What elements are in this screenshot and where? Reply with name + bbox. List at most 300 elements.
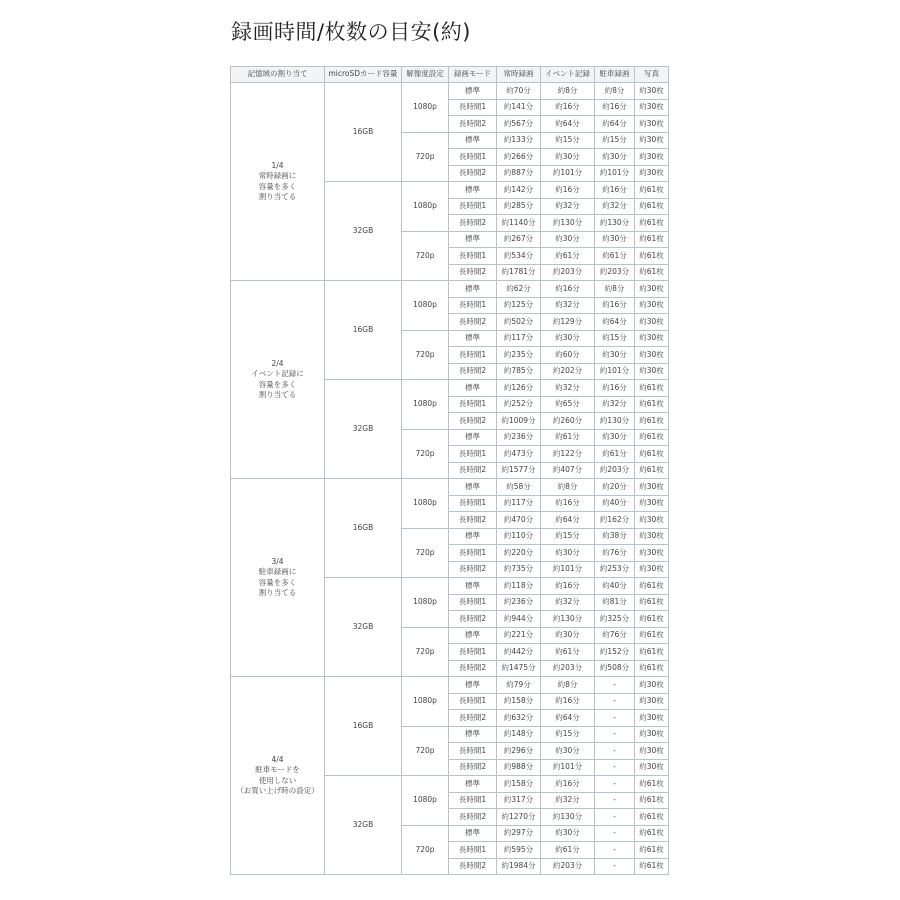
- allocation-cell: [231, 677, 325, 875]
- photo-cell: 約61枚: [635, 446, 669, 463]
- photo-cell: 約30枚: [635, 330, 669, 347]
- event-cell: 約61分: [541, 842, 595, 859]
- mode-cell: 長時間1: [449, 99, 497, 116]
- event-cell: 約30分: [541, 825, 595, 842]
- photo-cell: 約61枚: [635, 396, 669, 413]
- mode-cell: 長時間2: [449, 314, 497, 331]
- mode-cell: 標準: [449, 330, 497, 347]
- parking-cell: 約162分: [595, 512, 635, 529]
- allocation-cell: [231, 479, 325, 677]
- mode-cell: 標準: [449, 825, 497, 842]
- event-cell: 約101分: [541, 561, 595, 578]
- event-cell: 約203分: [541, 858, 595, 875]
- continuous-cell: 約118分: [497, 578, 541, 595]
- mode-cell: 標準: [449, 528, 497, 545]
- mode-cell: 長時間1: [449, 347, 497, 364]
- continuous-cell: 約296分: [497, 743, 541, 760]
- allocation-cell: [231, 83, 325, 281]
- event-cell: 約32分: [541, 380, 595, 397]
- parking-cell: 約8分: [595, 83, 635, 100]
- continuous-cell: 約126分: [497, 380, 541, 397]
- parking-cell: -: [595, 743, 635, 760]
- photo-cell: 約61枚: [635, 264, 669, 281]
- capacity-cell: 16GB: [325, 281, 402, 380]
- mode-cell: 長時間2: [449, 413, 497, 430]
- photo-cell: 約30枚: [635, 165, 669, 182]
- event-cell: 約32分: [541, 594, 595, 611]
- header-sd-capacity: microSDカード容量: [325, 67, 402, 83]
- parking-cell: 約30分: [595, 347, 635, 364]
- continuous-cell: 約158分: [497, 693, 541, 710]
- parking-cell: 約32分: [595, 198, 635, 215]
- parking-cell: 約30分: [595, 231, 635, 248]
- photo-cell: 約30枚: [635, 677, 669, 694]
- continuous-cell: 約221分: [497, 627, 541, 644]
- mode-cell: 長時間2: [449, 710, 497, 727]
- photo-cell: 約61枚: [635, 429, 669, 446]
- continuous-cell: 約988分: [497, 759, 541, 776]
- photo-cell: 約30枚: [635, 99, 669, 116]
- event-cell: 約32分: [541, 792, 595, 809]
- table-row: [231, 83, 669, 100]
- event-cell: 約64分: [541, 710, 595, 727]
- allocation-line: 1/4: [271, 161, 284, 171]
- event-cell: 約61分: [541, 644, 595, 661]
- photo-cell: 約61枚: [635, 627, 669, 644]
- mode-cell: 長時間2: [449, 462, 497, 479]
- photo-cell: 約30枚: [635, 149, 669, 166]
- parking-cell: 約101分: [595, 165, 635, 182]
- photo-cell: 約30枚: [635, 83, 669, 100]
- allocation-line: 容量を多く: [258, 181, 297, 191]
- photo-cell: 約61枚: [635, 182, 669, 199]
- capacity-cell: 32GB: [325, 776, 402, 875]
- mode-cell: 長時間1: [449, 594, 497, 611]
- mode-cell: 長時間1: [449, 198, 497, 215]
- mode-cell: 標準: [449, 677, 497, 694]
- mode-cell: 長時間2: [449, 363, 497, 380]
- allocation-line: イベント記録に: [251, 369, 304, 379]
- photo-cell: 約61枚: [635, 660, 669, 677]
- mode-cell: 標準: [449, 182, 497, 199]
- continuous-cell: 約470分: [497, 512, 541, 529]
- parking-cell: 約40分: [595, 495, 635, 512]
- event-cell: 約15分: [541, 528, 595, 545]
- parking-cell: -: [595, 693, 635, 710]
- event-cell: 約260分: [541, 413, 595, 430]
- event-cell: 約15分: [541, 726, 595, 743]
- event-cell: 約8分: [541, 83, 595, 100]
- event-cell: 約30分: [541, 743, 595, 760]
- mode-cell: 標準: [449, 231, 497, 248]
- parking-cell: -: [595, 710, 635, 727]
- header-continuous: 常時録画: [497, 67, 541, 83]
- event-cell: 約16分: [541, 693, 595, 710]
- parking-cell: 約20分: [595, 479, 635, 496]
- parking-cell: 約40分: [595, 578, 635, 595]
- continuous-cell: 約1984分: [497, 858, 541, 875]
- photo-cell: 約61枚: [635, 198, 669, 215]
- parking-cell: 約253分: [595, 561, 635, 578]
- event-cell: 約130分: [541, 611, 595, 628]
- photo-cell: 約30枚: [635, 693, 669, 710]
- photo-cell: 約61枚: [635, 413, 669, 430]
- continuous-cell: 約236分: [497, 594, 541, 611]
- continuous-cell: 約267分: [497, 231, 541, 248]
- event-cell: 約15分: [541, 132, 595, 149]
- header-parking: 駐車録画: [595, 67, 635, 83]
- allocation-line: 4/4: [271, 755, 284, 765]
- parking-cell: 約76分: [595, 545, 635, 562]
- photo-cell: 約30枚: [635, 759, 669, 776]
- mode-cell: 標準: [449, 578, 497, 595]
- photo-cell: 約61枚: [635, 594, 669, 611]
- event-cell: 約65分: [541, 396, 595, 413]
- photo-cell: 約30枚: [635, 726, 669, 743]
- mode-cell: 長時間1: [449, 297, 497, 314]
- continuous-cell: 約317分: [497, 792, 541, 809]
- header-photo: 写真: [635, 67, 669, 83]
- continuous-cell: 約158分: [497, 776, 541, 793]
- photo-cell: 約30枚: [635, 545, 669, 562]
- resolution-cell: 1080p: [402, 182, 449, 232]
- parking-cell: 約30分: [595, 429, 635, 446]
- continuous-cell: 約1475分: [497, 660, 541, 677]
- capacity-cell: 32GB: [325, 182, 402, 281]
- continuous-cell: 約79分: [497, 677, 541, 694]
- mode-cell: 長時間1: [449, 396, 497, 413]
- parking-cell: 約15分: [595, 330, 635, 347]
- resolution-cell: 720p: [402, 330, 449, 380]
- parking-cell: 約8分: [595, 281, 635, 298]
- event-cell: 約16分: [541, 495, 595, 512]
- continuous-cell: 約632分: [497, 710, 541, 727]
- resolution-cell: 720p: [402, 528, 449, 578]
- mode-cell: 長時間2: [449, 759, 497, 776]
- photo-cell: 約30枚: [635, 347, 669, 364]
- continuous-cell: 約58分: [497, 479, 541, 496]
- parking-cell: -: [595, 776, 635, 793]
- resolution-cell: 720p: [402, 132, 449, 182]
- allocation-line: 常時録画に: [258, 171, 297, 181]
- parking-cell: 約16分: [595, 380, 635, 397]
- parking-cell: 約508分: [595, 660, 635, 677]
- photo-cell: 約61枚: [635, 809, 669, 826]
- continuous-cell: 約473分: [497, 446, 541, 463]
- photo-cell: 約61枚: [635, 825, 669, 842]
- parking-cell: -: [595, 858, 635, 875]
- photo-cell: 約30枚: [635, 528, 669, 545]
- event-cell: 約61分: [541, 429, 595, 446]
- event-cell: 約130分: [541, 215, 595, 232]
- event-cell: 約32分: [541, 198, 595, 215]
- continuous-cell: 約117分: [497, 495, 541, 512]
- event-cell: 約60分: [541, 347, 595, 364]
- photo-cell: 約30枚: [635, 479, 669, 496]
- resolution-cell: 1080p: [402, 776, 449, 826]
- parking-cell: 約30分: [595, 149, 635, 166]
- photo-cell: 約30枚: [635, 512, 669, 529]
- recording-time-table: [230, 66, 669, 875]
- continuous-cell: 約117分: [497, 330, 541, 347]
- mode-cell: 長時間2: [449, 660, 497, 677]
- allocation-cell: [231, 281, 325, 479]
- event-cell: 約203分: [541, 264, 595, 281]
- continuous-cell: 約110分: [497, 528, 541, 545]
- mode-cell: 標準: [449, 479, 497, 496]
- allocation-line: 2/4: [271, 359, 284, 369]
- continuous-cell: 約595分: [497, 842, 541, 859]
- event-cell: 約30分: [541, 627, 595, 644]
- table-body: [231, 83, 669, 875]
- continuous-cell: 約62分: [497, 281, 541, 298]
- mode-cell: 長時間1: [449, 693, 497, 710]
- parking-cell: 約130分: [595, 215, 635, 232]
- header-allocation: 記憶域の割り当て: [231, 67, 325, 83]
- mode-cell: 長時間1: [449, 545, 497, 562]
- resolution-cell: 1080p: [402, 380, 449, 430]
- photo-cell: 約61枚: [635, 578, 669, 595]
- allocation-line: 3/4: [271, 557, 284, 567]
- event-cell: 約64分: [541, 512, 595, 529]
- photo-cell: 約61枚: [635, 858, 669, 875]
- allocation-line: 割り当てる: [258, 191, 297, 201]
- continuous-cell: 約236分: [497, 429, 541, 446]
- parking-cell: 約64分: [595, 116, 635, 133]
- capacity-cell: 16GB: [325, 677, 402, 776]
- capacity-cell: 16GB: [325, 479, 402, 578]
- photo-cell: 約61枚: [635, 842, 669, 859]
- continuous-cell: 約502分: [497, 314, 541, 331]
- header-recording-mode: 録画モード: [449, 67, 497, 83]
- continuous-cell: 約887分: [497, 165, 541, 182]
- parking-cell: 約16分: [595, 297, 635, 314]
- continuous-cell: 約285分: [497, 198, 541, 215]
- mode-cell: 標準: [449, 776, 497, 793]
- mode-cell: 長時間1: [449, 446, 497, 463]
- continuous-cell: 約297分: [497, 825, 541, 842]
- capacity-cell: 32GB: [325, 578, 402, 677]
- photo-cell: 約30枚: [635, 314, 669, 331]
- mode-cell: 長時間2: [449, 611, 497, 628]
- resolution-cell: 1080p: [402, 281, 449, 331]
- continuous-cell: 約141分: [497, 99, 541, 116]
- continuous-cell: 約133分: [497, 132, 541, 149]
- continuous-cell: 約252分: [497, 396, 541, 413]
- photo-cell: 約30枚: [635, 132, 669, 149]
- event-cell: 約101分: [541, 759, 595, 776]
- parking-cell: 約203分: [595, 264, 635, 281]
- photo-cell: 約30枚: [635, 116, 669, 133]
- parking-cell: 約325分: [595, 611, 635, 628]
- mode-cell: 長時間1: [449, 495, 497, 512]
- continuous-cell: 約1577分: [497, 462, 541, 479]
- header-resolution: 解像度設定: [402, 67, 449, 83]
- parking-cell: 約76分: [595, 627, 635, 644]
- allocation-line: 駐車録画に: [258, 567, 297, 577]
- mode-cell: 標準: [449, 627, 497, 644]
- photo-cell: 約30枚: [635, 743, 669, 760]
- header-row: [231, 67, 669, 83]
- mode-cell: 長時間2: [449, 264, 497, 281]
- table-row: [231, 479, 669, 496]
- continuous-cell: 約442分: [497, 644, 541, 661]
- photo-cell: 約30枚: [635, 363, 669, 380]
- parking-cell: -: [595, 842, 635, 859]
- photo-cell: 約61枚: [635, 248, 669, 265]
- resolution-cell: 720p: [402, 429, 449, 479]
- resolution-cell: 720p: [402, 726, 449, 776]
- parking-cell: 約203分: [595, 462, 635, 479]
- photo-cell: 約30枚: [635, 281, 669, 298]
- photo-cell: 約61枚: [635, 215, 669, 232]
- event-cell: 約129分: [541, 314, 595, 331]
- mode-cell: 標準: [449, 380, 497, 397]
- continuous-cell: 約142分: [497, 182, 541, 199]
- continuous-cell: 約148分: [497, 726, 541, 743]
- mode-cell: 標準: [449, 281, 497, 298]
- continuous-cell: 約220分: [497, 545, 541, 562]
- parking-cell: -: [595, 825, 635, 842]
- photo-cell: 約61枚: [635, 644, 669, 661]
- photo-cell: 約61枚: [635, 231, 669, 248]
- mode-cell: 長時間1: [449, 743, 497, 760]
- allocation-line: 駐車モードを: [255, 765, 300, 775]
- photo-cell: 約30枚: [635, 495, 669, 512]
- event-cell: 約202分: [541, 363, 595, 380]
- mode-cell: 長時間2: [449, 512, 497, 529]
- continuous-cell: 約266分: [497, 149, 541, 166]
- continuous-cell: 約1140分: [497, 215, 541, 232]
- photo-cell: 約61枚: [635, 462, 669, 479]
- resolution-cell: 720p: [402, 231, 449, 281]
- continuous-cell: 約534分: [497, 248, 541, 265]
- table-row: [231, 281, 669, 298]
- parking-cell: 約61分: [595, 248, 635, 265]
- allocation-line: （お買い上げ時の設定）: [236, 785, 319, 795]
- resolution-cell: 1080p: [402, 479, 449, 529]
- resolution-cell: 720p: [402, 825, 449, 875]
- mode-cell: 長時間1: [449, 644, 497, 661]
- parking-cell: 約130分: [595, 413, 635, 430]
- photo-cell: 約30枚: [635, 710, 669, 727]
- event-cell: 約16分: [541, 578, 595, 595]
- event-cell: 約130分: [541, 809, 595, 826]
- parking-cell: -: [595, 726, 635, 743]
- event-cell: 約101分: [541, 165, 595, 182]
- event-cell: 約16分: [541, 182, 595, 199]
- parking-cell: 約101分: [595, 363, 635, 380]
- parking-cell: 約32分: [595, 396, 635, 413]
- continuous-cell: 約785分: [497, 363, 541, 380]
- event-cell: 約64分: [541, 116, 595, 133]
- event-cell: 約16分: [541, 281, 595, 298]
- mode-cell: 長時間2: [449, 858, 497, 875]
- allocation-line: 使用しない: [258, 775, 297, 785]
- event-cell: 約8分: [541, 677, 595, 694]
- continuous-cell: 約235分: [497, 347, 541, 364]
- parking-cell: -: [595, 677, 635, 694]
- parking-cell: 約16分: [595, 99, 635, 116]
- mode-cell: 長時間2: [449, 809, 497, 826]
- continuous-cell: 約125分: [497, 297, 541, 314]
- mode-cell: 長時間1: [449, 842, 497, 859]
- mode-cell: 長時間1: [449, 248, 497, 265]
- parking-cell: 約61分: [595, 446, 635, 463]
- event-cell: 約407分: [541, 462, 595, 479]
- mode-cell: 長時間2: [449, 165, 497, 182]
- allocation-line: 割り当てる: [258, 587, 297, 597]
- mode-cell: 長時間2: [449, 215, 497, 232]
- mode-cell: 標準: [449, 429, 497, 446]
- continuous-cell: 約1781分: [497, 264, 541, 281]
- event-cell: 約30分: [541, 330, 595, 347]
- parking-cell: -: [595, 809, 635, 826]
- resolution-cell: 1080p: [402, 578, 449, 628]
- mode-cell: 標準: [449, 83, 497, 100]
- parking-cell: 約16分: [595, 182, 635, 199]
- continuous-cell: 約567分: [497, 116, 541, 133]
- mode-cell: 長時間2: [449, 561, 497, 578]
- mode-cell: 長時間1: [449, 792, 497, 809]
- mode-cell: 長時間1: [449, 149, 497, 166]
- photo-cell: 約30枚: [635, 561, 669, 578]
- continuous-cell: 約1009分: [497, 413, 541, 430]
- parking-cell: 約152分: [595, 644, 635, 661]
- resolution-cell: 1080p: [402, 677, 449, 727]
- mode-cell: 標準: [449, 132, 497, 149]
- header-event: イベント記録: [541, 67, 595, 83]
- table-row: [231, 677, 669, 694]
- continuous-cell: 約1270分: [497, 809, 541, 826]
- parking-cell: 約38分: [595, 528, 635, 545]
- event-cell: 約30分: [541, 149, 595, 166]
- parking-cell: -: [595, 792, 635, 809]
- parking-cell: 約64分: [595, 314, 635, 331]
- capacity-cell: 32GB: [325, 380, 402, 479]
- continuous-cell: 約70分: [497, 83, 541, 100]
- allocation-line: 容量を多く: [258, 577, 297, 587]
- event-cell: 約8分: [541, 479, 595, 496]
- event-cell: 約61分: [541, 248, 595, 265]
- mode-cell: 長時間2: [449, 116, 497, 133]
- parking-cell: -: [595, 759, 635, 776]
- continuous-cell: 約735分: [497, 561, 541, 578]
- allocation-line: 容量を多く: [258, 379, 297, 389]
- event-cell: 約203分: [541, 660, 595, 677]
- event-cell: 約16分: [541, 776, 595, 793]
- event-cell: 約122分: [541, 446, 595, 463]
- continuous-cell: 約944分: [497, 611, 541, 628]
- event-cell: 約30分: [541, 231, 595, 248]
- photo-cell: 約61枚: [635, 611, 669, 628]
- photo-cell: 約61枚: [635, 380, 669, 397]
- event-cell: 約30分: [541, 545, 595, 562]
- parking-cell: 約81分: [595, 594, 635, 611]
- photo-cell: 約61枚: [635, 792, 669, 809]
- resolution-cell: 720p: [402, 627, 449, 677]
- allocation-line: 割り当てる: [258, 389, 297, 399]
- resolution-cell: 1080p: [402, 83, 449, 133]
- event-cell: 約32分: [541, 297, 595, 314]
- mode-cell: 標準: [449, 726, 497, 743]
- photo-cell: 約61枚: [635, 776, 669, 793]
- capacity-cell: 16GB: [325, 83, 402, 182]
- photo-cell: 約30枚: [635, 297, 669, 314]
- page-title: 録画時間/枚数の目安(約): [231, 20, 471, 44]
- event-cell: 約16分: [541, 99, 595, 116]
- parking-cell: 約15分: [595, 132, 635, 149]
